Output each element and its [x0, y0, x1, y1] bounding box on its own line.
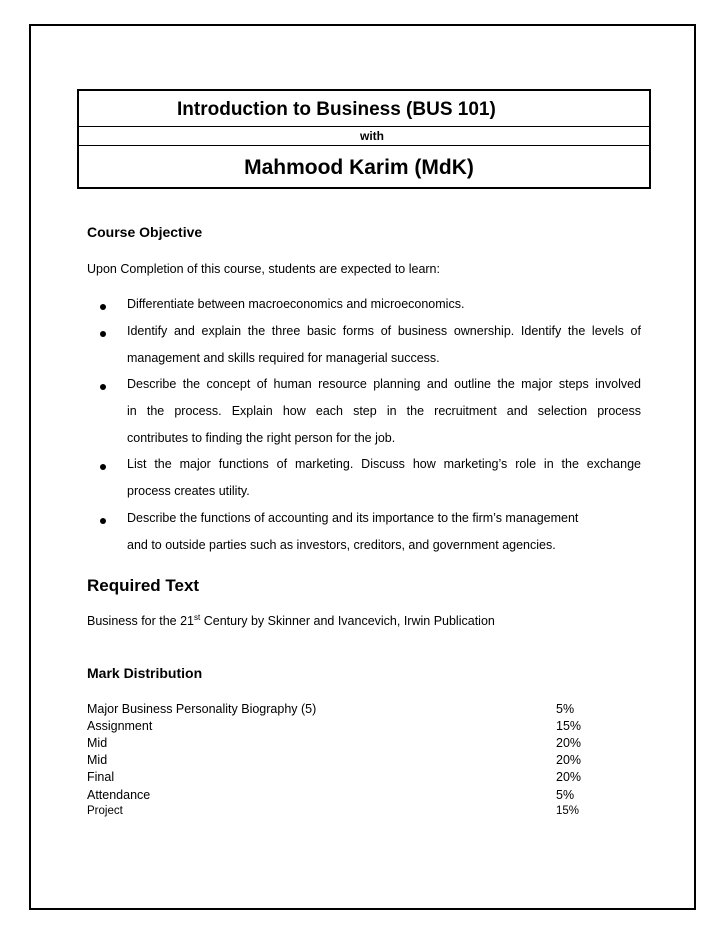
mark-row	[87, 702, 587, 719]
objective-line: Describe the functions of accounting and its importance to the firm’s management	[127, 511, 579, 525]
bullet-dot	[100, 304, 106, 310]
course-title-row	[79, 91, 649, 127]
mark-row	[87, 753, 587, 770]
instructor-row	[79, 146, 649, 187]
book-title-start: Business for the 21	[87, 614, 195, 628]
mark-label: Assignment	[87, 719, 153, 733]
with-row	[79, 127, 649, 146]
mark-row	[87, 736, 587, 753]
objective-line: Identify and explain the three basic forms of business ownership. Identify the levels of	[127, 324, 641, 338]
bullet-dot	[100, 464, 106, 470]
bullet-dot	[100, 518, 106, 524]
objective-line: and to outside parties such as investors, creditors, and government agencies.	[127, 538, 556, 552]
mark-value: 15%	[556, 719, 582, 733]
mark-row	[87, 719, 587, 736]
bullet-dot	[100, 384, 106, 390]
mark-label: Mid	[87, 736, 108, 750]
objective-intro: Upon Completion of this course, students are expected to learn:	[87, 262, 440, 276]
mark-distribution-heading: Mark Distribution	[87, 665, 203, 681]
course-title: Introduction to Business (BUS 101)	[177, 98, 496, 120]
mark-value: 20%	[556, 770, 582, 784]
objective-line: contributes to finding the right person for the job.	[127, 431, 396, 445]
course-objective-heading: Course Objective	[87, 224, 203, 240]
book-title-end: Century by Skinner and Ivancevich, Irwin Publication	[200, 614, 495, 628]
bullet-dot	[100, 331, 106, 337]
mark-row	[87, 805, 587, 822]
objective-line: in the process. Explain how each step in the recruitment and selection process	[127, 404, 641, 418]
mark-value: 20%	[556, 753, 582, 767]
mark-value: 15%	[556, 805, 580, 817]
mark-label: Project	[87, 805, 123, 817]
mark-label: Attendance	[87, 788, 151, 802]
course-title-table	[77, 89, 651, 189]
required-text-heading: Required Text	[87, 576, 200, 595]
mark-row	[87, 770, 587, 787]
required-book	[87, 614, 495, 628]
objective-line: Describe the concept of human resource planning and outline the major steps involved	[127, 377, 641, 391]
mark-label: Final	[87, 770, 115, 784]
mark-value: 5%	[556, 702, 575, 716]
mark-value: 5%	[556, 788, 575, 802]
mark-label: Mid	[87, 753, 108, 767]
objective-line: process creates utility.	[127, 484, 250, 498]
objective-line: Differentiate between macroeconomics and microeconomics.	[127, 297, 465, 311]
objective-line: management and skills required for managerial success.	[127, 351, 440, 365]
with-label: with	[360, 129, 384, 143]
mark-row	[87, 788, 587, 805]
mark-label: Major Business Personality Biography (5)	[87, 702, 317, 716]
instructor-name: Mahmood Karim (MdK)	[244, 155, 474, 179]
objective-line: List the major functions of marketing. Discuss how marketing’s role in the exchange	[127, 457, 641, 471]
book-title-sup: st	[194, 612, 201, 622]
mark-value: 20%	[556, 736, 582, 750]
